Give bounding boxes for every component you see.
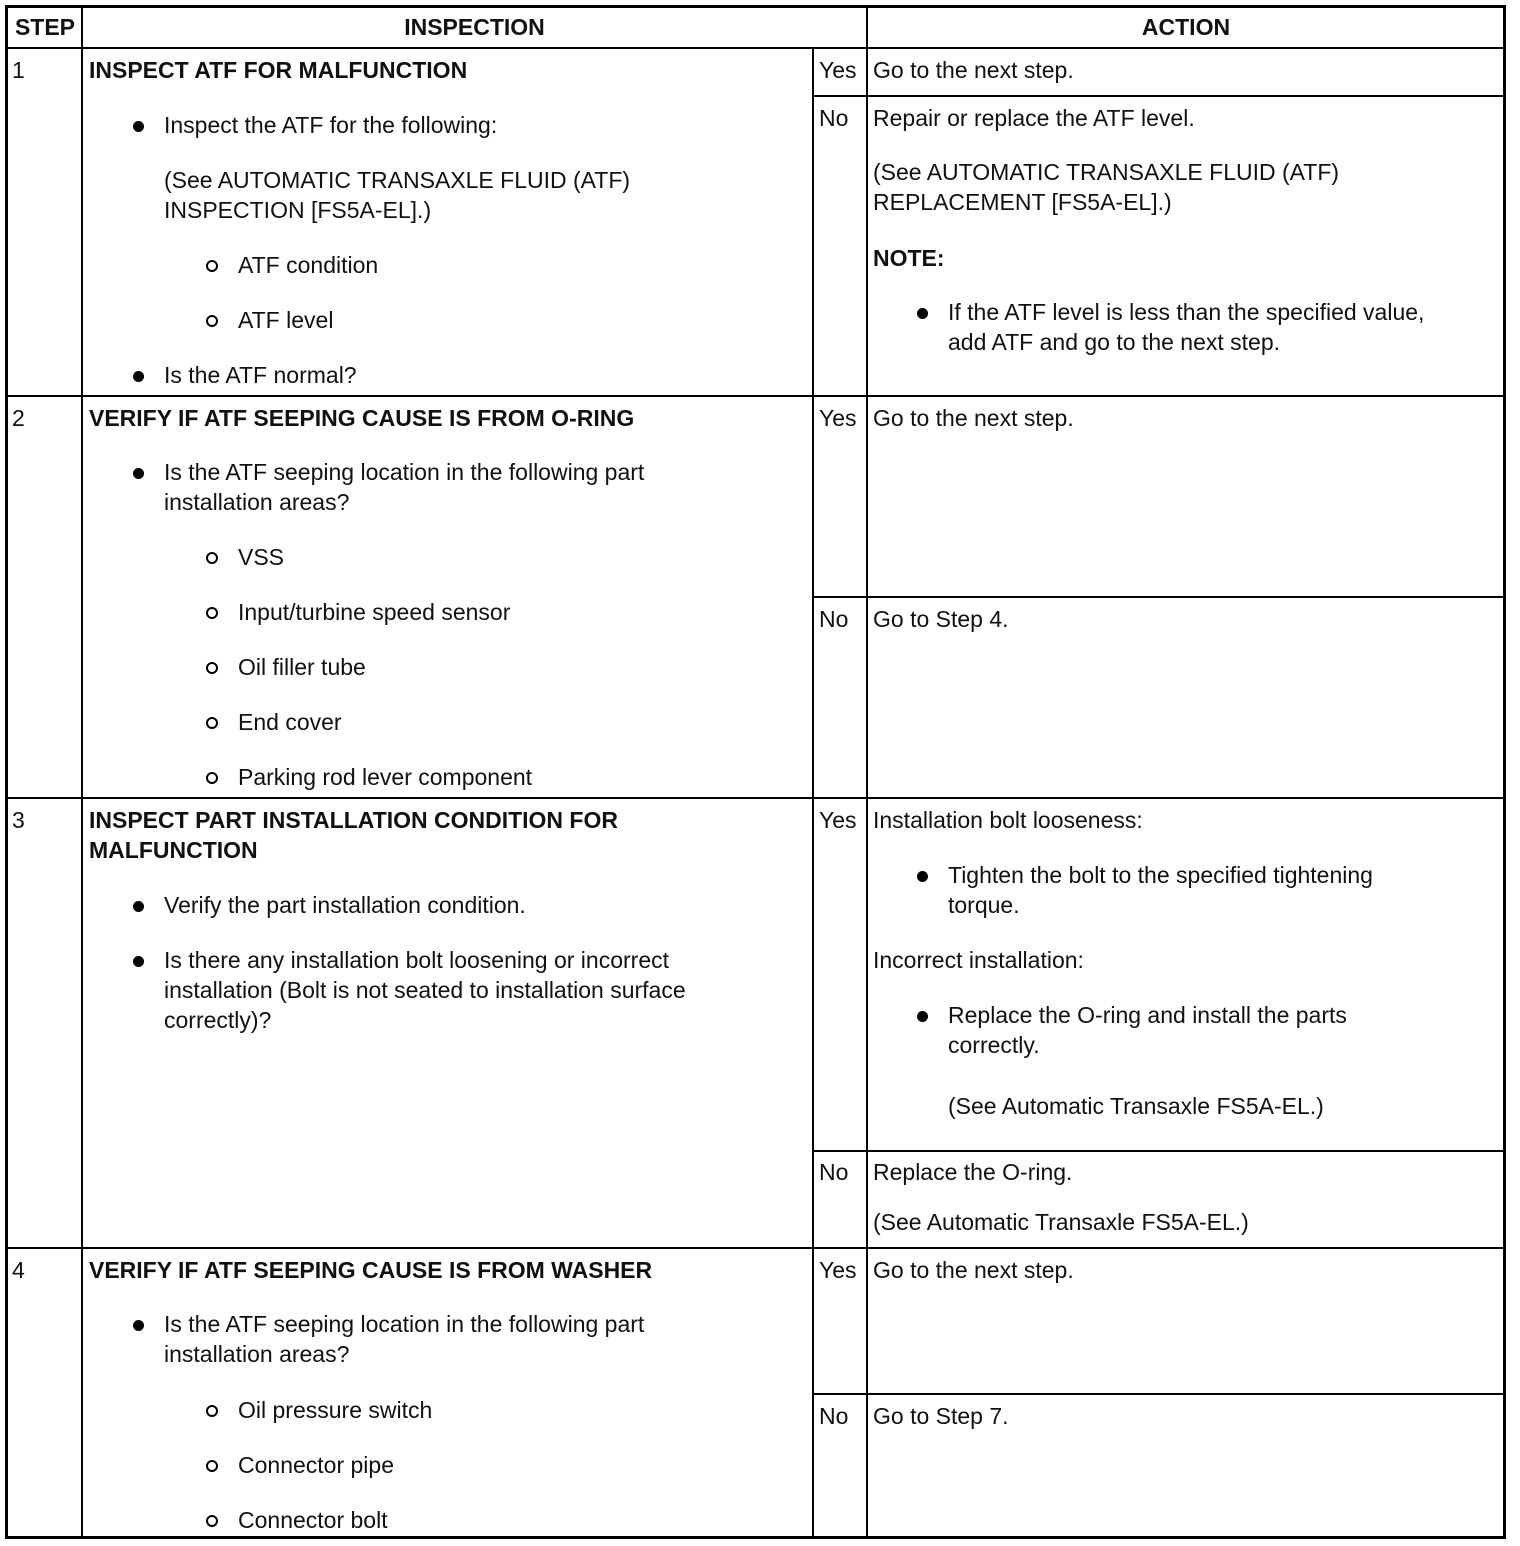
yes-no-divider — [812, 596, 1504, 598]
inspection-question: Is the ATF seeping location in the following part — [164, 1311, 645, 1337]
circle-bullet-icon — [206, 1405, 218, 1417]
sub-item: VSS — [238, 544, 285, 570]
circle-bullet-icon — [206, 552, 218, 564]
action-heading: Incorrect installation: — [873, 947, 1084, 973]
sub-item: Oil filler tube — [238, 654, 366, 680]
action-item: Replace the O-ring and install the parts — [948, 1002, 1347, 1028]
circle-bullet-icon — [206, 607, 218, 619]
no-action: Go to Step 4. — [873, 606, 1009, 632]
inspection-question: installation (Bolt is not seated to installation surface — [164, 977, 686, 1003]
step-title: VERIFY IF ATF SEEPING CAUSE IS FROM WASHER — [89, 1257, 653, 1283]
note-label: NOTE: — [873, 245, 945, 271]
bullet-icon — [133, 956, 144, 967]
step-title: VERIFY IF ATF SEEPING CAUSE IS FROM O-RING — [89, 405, 635, 431]
inspection-item: Inspect the ATF for the following: — [164, 112, 498, 138]
step-number: 4 — [12, 1257, 25, 1283]
no-label: No — [819, 105, 849, 131]
action-item: Tighten the bolt to the specified tightening — [948, 862, 1373, 888]
inspection-question: installation areas? — [164, 489, 350, 515]
circle-bullet-icon — [206, 717, 218, 729]
bullet-icon — [917, 1011, 928, 1022]
bullet-icon — [917, 308, 928, 319]
step-number: 2 — [12, 405, 25, 431]
col-divider-action — [866, 7, 868, 1537]
inspection-question: Is the ATF seeping location in the following part — [164, 459, 645, 485]
inspection-question: Is the ATF normal? — [164, 362, 357, 388]
circle-bullet-icon — [206, 260, 218, 272]
header-divider — [7, 47, 1504, 49]
header-inspection: INSPECTION — [404, 14, 545, 40]
yes-no-divider — [812, 1393, 1504, 1395]
row-divider — [7, 1247, 1504, 1249]
header-step: STEP — [14, 14, 76, 40]
step-title: INSPECT ATF FOR MALFUNCTION — [89, 57, 468, 83]
yes-no-divider — [812, 1150, 1504, 1152]
action-item: torque. — [948, 892, 1020, 918]
inspection-item: Verify the part installation condition. — [164, 892, 526, 918]
sub-item: ATF level — [238, 307, 334, 333]
circle-bullet-icon — [206, 662, 218, 674]
yes-label: Yes — [819, 405, 857, 431]
reference-text: (See Automatic Transaxle FS5A-EL.) — [873, 1209, 1249, 1235]
reference-text: (See AUTOMATIC TRANSAXLE FLUID (ATF) — [164, 167, 631, 193]
sub-item: Parking rod lever component — [238, 764, 533, 790]
action-item: correctly. — [948, 1032, 1040, 1058]
inspection-question: installation areas? — [164, 1341, 350, 1367]
reference-text: (See Automatic Transaxle FS5A-EL.) — [948, 1093, 1324, 1119]
step-title: INSPECT PART INSTALLATION CONDITION FOR — [89, 807, 618, 833]
circle-bullet-icon — [206, 1460, 218, 1472]
sub-item: ATF condition — [238, 252, 379, 278]
bullet-icon — [133, 121, 144, 132]
col-divider-step — [81, 7, 83, 1537]
no-label: No — [819, 1403, 849, 1429]
bullet-icon — [133, 1320, 144, 1331]
reference-text: REPLACEMENT [FS5A-EL].) — [873, 189, 1172, 215]
action-heading: Installation bolt looseness: — [873, 807, 1143, 833]
sub-item: Oil pressure switch — [238, 1397, 433, 1423]
bullet-icon — [133, 468, 144, 479]
sub-item: Input/turbine speed sensor — [238, 599, 511, 625]
step-number: 3 — [12, 807, 25, 833]
bullet-icon — [133, 371, 144, 382]
bullet-icon — [133, 901, 144, 912]
header-action: ACTION — [1141, 14, 1231, 40]
circle-bullet-icon — [206, 315, 218, 327]
no-action: Repair or replace the ATF level. — [873, 105, 1195, 131]
yes-label: Yes — [819, 807, 857, 833]
step-title: MALFUNCTION — [89, 837, 258, 863]
sub-item: End cover — [238, 709, 342, 735]
no-action: Go to Step 7. — [873, 1403, 1009, 1429]
note-text: add ATF and go to the next step. — [948, 329, 1281, 355]
reference-text: INSPECTION [FS5A-EL].) — [164, 197, 432, 223]
bullet-icon — [917, 871, 928, 882]
yes-label: Yes — [819, 1257, 857, 1283]
circle-bullet-icon — [206, 772, 218, 784]
inspection-question: correctly)? — [164, 1007, 272, 1033]
no-action: Replace the O-ring. — [873, 1159, 1073, 1185]
col-divider-answer — [812, 48, 814, 1537]
yes-action: Go to the next step. — [873, 57, 1074, 83]
no-label: No — [819, 1159, 849, 1185]
yes-label: Yes — [819, 57, 857, 83]
yes-no-divider — [812, 95, 1504, 97]
inspection-question: Is there any installation bolt loosening or incorrect — [164, 947, 670, 973]
note-text: If the ATF level is less than the specified value, — [948, 299, 1425, 325]
circle-bullet-icon — [206, 1515, 218, 1527]
sub-item: Connector pipe — [238, 1452, 394, 1478]
no-label: No — [819, 606, 849, 632]
sub-item: Connector bolt — [238, 1507, 388, 1533]
yes-action: Go to the next step. — [873, 405, 1074, 431]
row-divider — [7, 797, 1504, 799]
step-number: 1 — [12, 57, 25, 83]
row-divider — [7, 395, 1504, 397]
yes-action: Go to the next step. — [873, 1257, 1074, 1283]
reference-text: (See AUTOMATIC TRANSAXLE FLUID (ATF) — [873, 159, 1340, 185]
